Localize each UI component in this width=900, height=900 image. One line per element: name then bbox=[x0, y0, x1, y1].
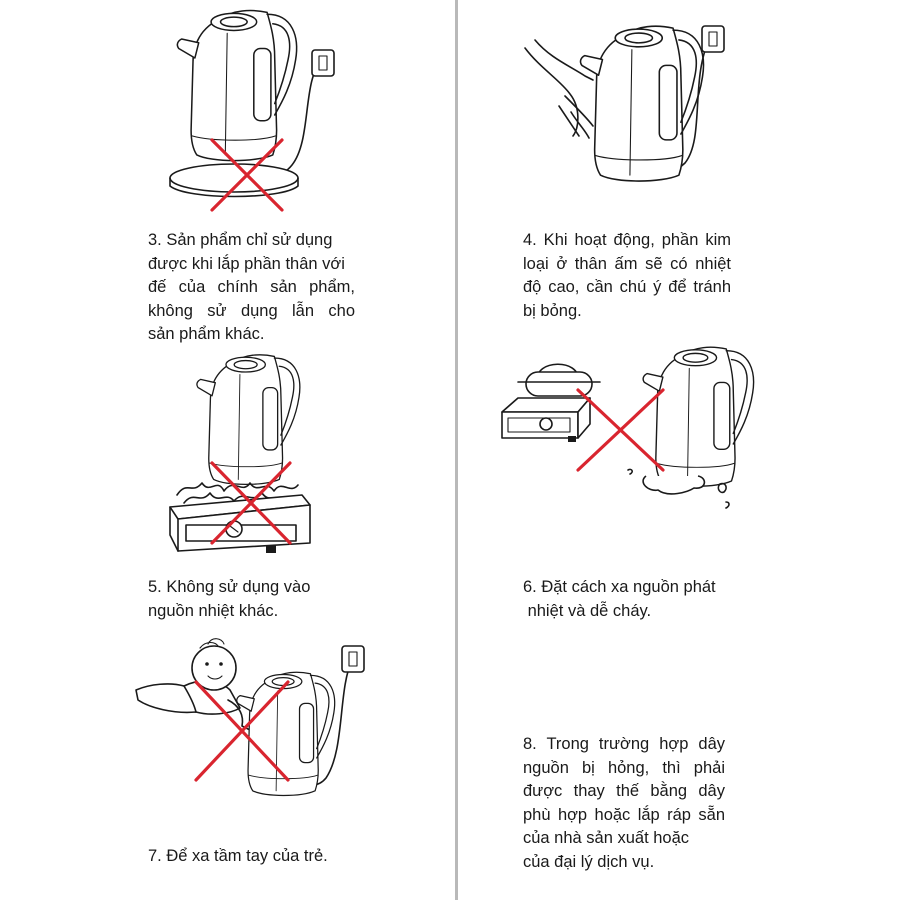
instruction-3-caption bbox=[148, 229, 355, 347]
kettle-on-gas-stove-illustration bbox=[162, 345, 322, 560]
instruction-6-caption bbox=[523, 576, 733, 623]
caption-line: được thay thế bằng dây bbox=[523, 782, 725, 800]
caption-line: không sử dụng lẫn cho bbox=[148, 301, 355, 320]
caption-line: 7. Để xa tầm tay của trẻ. bbox=[148, 847, 328, 865]
caption-line: nhiệt và dễ cháy. bbox=[523, 601, 652, 620]
caption-line: bị bỏng. bbox=[523, 301, 582, 320]
caption-line: sản phẩm khác. bbox=[148, 325, 265, 343]
caption-line: được khi lắp phần thân với bbox=[148, 254, 345, 273]
hand-near-hot-kettle-illustration bbox=[515, 18, 745, 198]
caption-line: loại ở thân ấm sẽ có nhiệt bbox=[523, 254, 731, 273]
kettle-on-wrong-base-illustration bbox=[162, 10, 342, 220]
caption-line: 3. Sản phẩm chỉ sử dụng bbox=[148, 231, 333, 249]
caption-line: nguồn nhiệt khác. bbox=[148, 601, 279, 620]
caption-line: độ cao, cần chú ý để tránh bbox=[523, 278, 731, 296]
caption-line: đế của chính sản phẩm, bbox=[148, 278, 355, 296]
caption-line: nguồn bị hỏng, thì phải bbox=[523, 758, 725, 777]
caption-line: 4. Khi hoạt động, phần kim bbox=[523, 231, 731, 249]
baby-near-kettle-illustration bbox=[130, 630, 370, 810]
caption-line: của đại lý dịch vụ. bbox=[523, 852, 655, 871]
column-divider bbox=[455, 0, 458, 900]
caption-line: 6. Đặt cách xa nguồn phát bbox=[523, 578, 716, 596]
instruction-4-caption bbox=[523, 229, 731, 323]
instruction-5-caption bbox=[148, 576, 348, 623]
caption-line: 5. Không sử dụng vào bbox=[148, 578, 311, 596]
kettle-near-stove-illustration bbox=[498, 342, 748, 527]
caption-line: của nhà sản xuất hoặc bbox=[523, 829, 690, 847]
caption-line: phù hợp hoặc lắp ráp sẵn bbox=[523, 805, 725, 824]
instruction-8-caption bbox=[523, 733, 725, 874]
caption-line: 8. Trong trường hợp dây bbox=[523, 735, 725, 753]
instruction-7-caption bbox=[148, 845, 348, 869]
